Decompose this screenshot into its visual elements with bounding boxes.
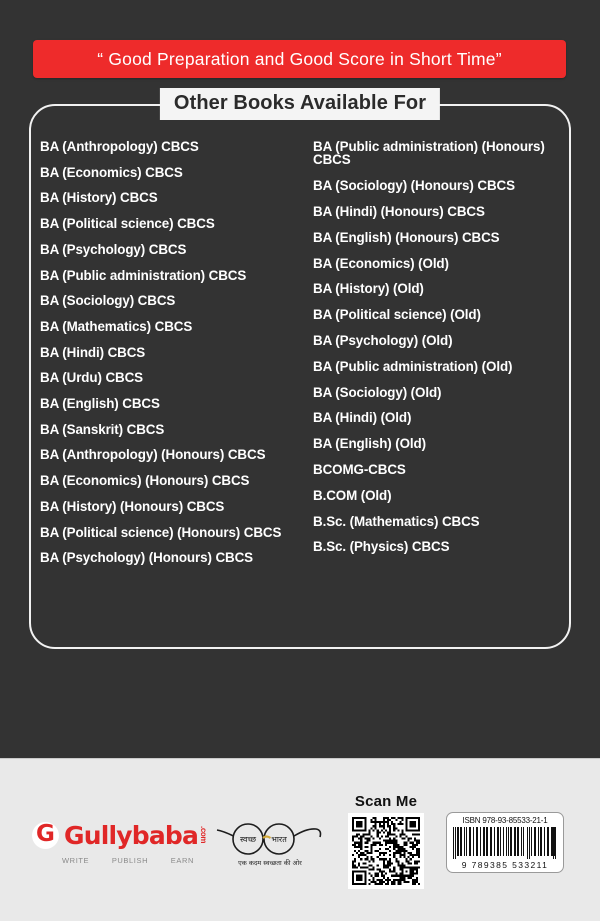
book-list-item: B.COM (Old) <box>313 487 392 503</box>
book-list-item: BA (Hindi) (Old) <box>313 410 412 426</box>
book-list-item: BA (Hindi) (Honours) CBCS <box>313 204 485 219</box>
book-list-item: BA (History) (Old) <box>313 281 424 297</box>
panel-title: Other Books Available For <box>160 88 440 120</box>
book-list-item: BA (Public administration) (Honours) CBCS <box>313 139 545 168</box>
book-list-item: BA (Hindi) CBCS <box>40 344 146 360</box>
book-list-item: B.Sc. (Mathematics) CBCS <box>313 513 480 529</box>
book-list-item: B.Sc. (Physics) CBCS <box>313 539 450 555</box>
book-list-item: BA (Economics) CBCS <box>40 164 183 180</box>
swachh-bharat-glasses-icon <box>215 817 325 857</box>
footer <box>0 758 600 921</box>
gullybaba-domain: .com <box>199 826 209 844</box>
qr-code-image[interactable] <box>348 813 424 889</box>
book-list-item: BA (Economics) (Old) <box>313 255 449 271</box>
book-list-item: BA (Anthropology) CBCS <box>40 139 199 154</box>
qr-code-icon <box>352 817 420 885</box>
book-list-item: BA (English) (Old) <box>313 436 426 452</box>
book-list-item: BA (History) CBCS <box>40 190 158 206</box>
book-list-item: BA (Psychology) CBCS <box>40 241 187 257</box>
book-list-item: BA (Sociology) (Honours) CBCS <box>313 178 515 194</box>
isbn-barcode-block <box>446 812 564 873</box>
barcode-digits: 9 789385 533211 <box>461 859 549 870</box>
book-list-item: BCOMG-CBCS <box>313 461 406 477</box>
swachh-right-lens-text: भारत <box>271 835 287 844</box>
book-list-item: BA (Psychology) (Honours) CBCS <box>40 550 253 566</box>
panel-footer-spacer <box>0 649 600 758</box>
book-list-item: BA (Political science) (Honours) CBCS <box>40 524 282 540</box>
book-list-item: BA (English) CBCS <box>40 396 160 412</box>
book-list-item: BA (Sociology) (Old) <box>313 384 442 400</box>
book-list-item: BA (English) (Honours) CBCS <box>313 229 500 245</box>
book-list-item: BA (Public administration) CBCS <box>40 267 247 283</box>
other-books-panel-area <box>29 92 571 649</box>
swachh-bharat-logo <box>214 817 326 867</box>
gullybaba-taglines <box>62 856 194 865</box>
qr-code-block <box>348 793 424 889</box>
book-list-column-left <box>40 140 300 639</box>
barcode-bars-icon <box>452 827 558 859</box>
book-list-item: BA (Political science) (Old) <box>313 307 481 323</box>
book-list-item: BA (Public administration) (Old) <box>313 358 513 374</box>
book-list-column-right <box>300 140 560 639</box>
gullybaba-logo-row <box>32 820 209 850</box>
book-list-item: BA (Psychology) (Old) <box>313 332 453 348</box>
isbn-text: ISBN 978-93-85533-21-1 <box>462 815 548 825</box>
book-list-columns <box>29 140 571 639</box>
book-list-item: BA (Anthropology) (Honours) CBCS <box>40 447 266 463</box>
book-list-item: BA (Urdu) CBCS <box>40 370 143 386</box>
gullybaba-g-mark-icon <box>32 822 59 849</box>
book-list-item: BA (Sanskrit) CBCS <box>40 421 165 437</box>
brand-tagline-publish: PUBLISH <box>111 855 149 865</box>
scan-me-label: Scan Me <box>354 793 418 810</box>
brand-tagline-write: WRITE <box>62 855 90 865</box>
swachh-bharat-subtitle: एक कदम स्वच्छता की ओर <box>238 859 302 867</box>
book-list-item: BA (History) (Honours) CBCS <box>40 498 225 514</box>
tagline-banner-container <box>0 0 600 78</box>
gullybaba-logo <box>32 820 209 865</box>
tagline-banner <box>33 40 566 78</box>
book-list-item: BA (Sociology) CBCS <box>40 293 176 309</box>
gullybaba-wordmark: Gullybaba <box>64 820 199 850</box>
book-list-item: BA (Political science) CBCS <box>40 216 215 232</box>
book-list-item: BA (Economics) (Honours) CBCS <box>40 473 250 489</box>
brand-tagline-earn: EARN <box>170 855 194 865</box>
gullybaba-g-letter: G <box>36 820 55 847</box>
swachh-left-lens-text: स्वच्छ <box>239 835 257 844</box>
tagline-text: “ Good Preparation and Good Score in Short Time” <box>97 48 502 69</box>
book-list-item: BA (Mathematics) CBCS <box>40 318 193 334</box>
